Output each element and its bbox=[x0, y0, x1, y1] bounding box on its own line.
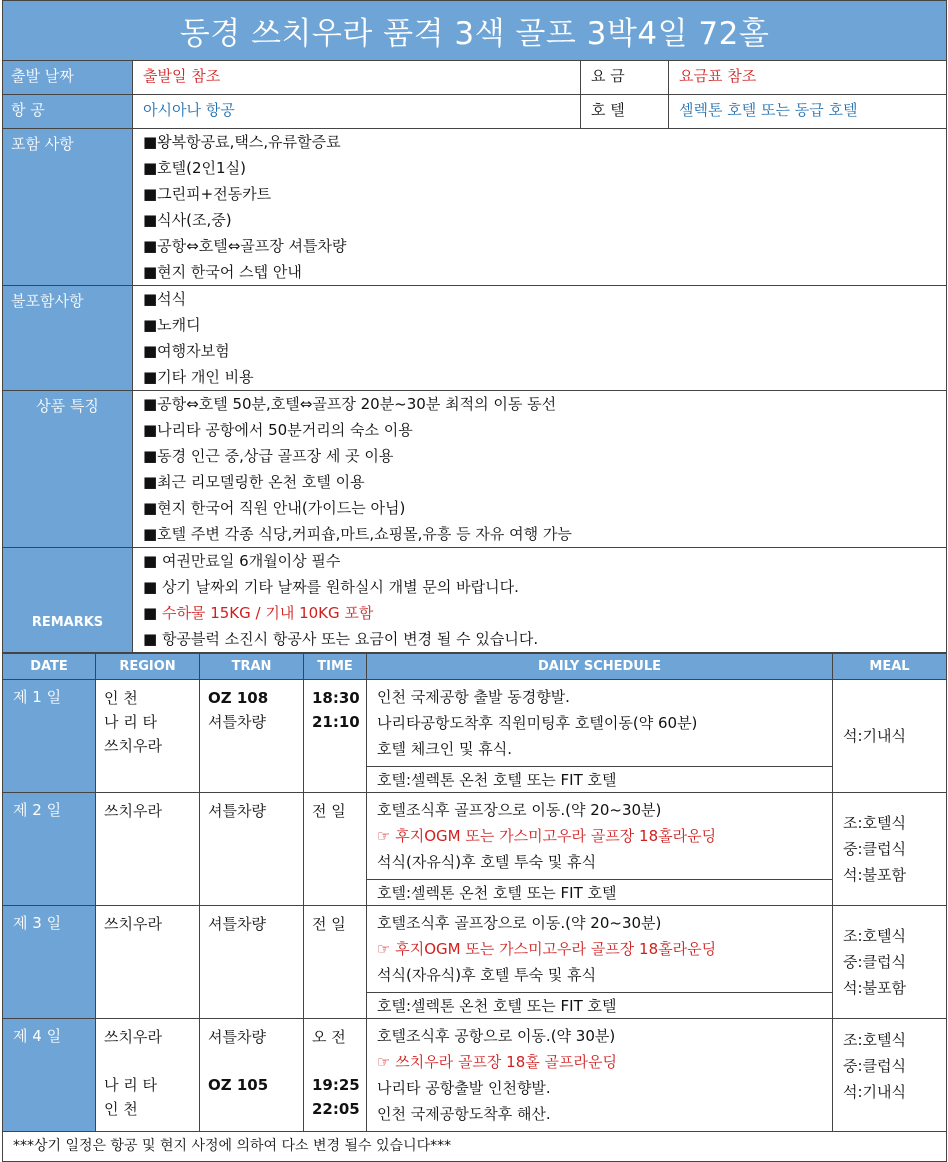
tran-cell bbox=[200, 680, 304, 793]
list-item: ■ 여권만료일 6개월이상 필수 bbox=[143, 552, 341, 570]
schedule-line: 인천 국제공항 출발 동경향발. bbox=[377, 688, 570, 706]
meal-line: 석:기내식 bbox=[843, 727, 907, 745]
schedule-line: 석식(자유식)후 호텔 투숙 및 휴식 bbox=[377, 853, 597, 871]
region-line: 쓰치우라 bbox=[104, 737, 162, 755]
schedule-cell bbox=[367, 680, 833, 793]
header-daily-schedule: DAILY SCHEDULE bbox=[367, 654, 833, 680]
list-item: ■그린피+전동카트 bbox=[143, 185, 272, 203]
tran-cell bbox=[200, 906, 304, 1019]
header-region: REGION bbox=[96, 654, 200, 680]
footer-note: ***상기 일정은 항공 및 현지 사정에 의하여 다소 변경 될수 있습니다*** bbox=[3, 1132, 947, 1162]
list-item: ■최근 리모델링한 온천 호텔 이용 bbox=[143, 473, 365, 491]
meal-line: 조:호텔식 bbox=[843, 1031, 907, 1049]
hotel-label: 호 텔 bbox=[581, 95, 669, 129]
meal-line: 중:클럽식 bbox=[843, 840, 907, 858]
schedule-line: 나리타 공항출발 인천향발. bbox=[377, 1079, 551, 1097]
tran-cell bbox=[200, 793, 304, 906]
transport-line: 셔틀차량 bbox=[208, 1028, 266, 1046]
schedule-header bbox=[3, 654, 947, 680]
list-item: ■나리타 공항에서 50분거리의 숙소 이용 bbox=[143, 421, 413, 439]
list-item: ■공항⇔호텔 50분,호텔⇔골프장 20분~30분 최적의 이동 동선 bbox=[143, 395, 557, 413]
page-title: 동경 쓰치우라 품격 3색 골프 3박4일 72홀 bbox=[3, 1, 947, 61]
included-label: 포함 사항 bbox=[3, 129, 133, 286]
departure-value: 출발일 참조 bbox=[133, 61, 581, 95]
list-item: ■동경 인근 중,상급 골프장 세 곳 이용 bbox=[143, 447, 394, 465]
list-item: ■석식 bbox=[143, 290, 187, 308]
region-cell bbox=[96, 793, 200, 906]
hotel-line: 호텔:셀렉톤 온천 호텔 또는 FIT 호텔 bbox=[367, 992, 832, 1018]
region-line: 나 리 타 bbox=[104, 1076, 158, 1094]
meal-line: 중:클럽식 bbox=[843, 953, 907, 971]
baggage-note: 수하물 15KG / 기내 10KG 포함 bbox=[161, 604, 374, 622]
table-row bbox=[3, 680, 947, 793]
region-line: 쓰치우라 bbox=[104, 802, 162, 820]
golf-round-line: ☞ 후지OGM 또는 가스미고우라 골프장 18홀라운딩 bbox=[377, 940, 717, 958]
table-row bbox=[3, 1019, 947, 1132]
transport-line: 셔틀차량 bbox=[208, 802, 266, 820]
remark-bullet: ■ bbox=[143, 604, 162, 622]
list-item: ■노캐디 bbox=[143, 316, 201, 334]
included-list bbox=[133, 129, 947, 286]
price-label: 요 금 bbox=[581, 61, 669, 95]
region-cell bbox=[96, 680, 200, 793]
list-item: ■호텔 주변 각종 식당,커피숍,마트,쇼핑몰,유흥 등 자유 여행 가능 bbox=[143, 525, 572, 543]
time-line: 18:30 bbox=[312, 689, 360, 707]
time-line: 전 일 bbox=[312, 802, 346, 820]
list-item: ■현지 한국어 스텝 안내 bbox=[143, 263, 302, 281]
list-item: ■ 항공블럭 소진시 항공사 또는 요금이 변경 될 수 있습니다. bbox=[143, 630, 539, 648]
day-label: 제 1 일 bbox=[3, 680, 96, 793]
meal-cell bbox=[833, 793, 947, 906]
region-cell bbox=[96, 906, 200, 1019]
hotel-value: 셀렉톤 호텔 또는 동급 호텔 bbox=[669, 95, 947, 129]
time-line: 오 전 bbox=[312, 1028, 346, 1046]
time-cell bbox=[304, 1019, 367, 1132]
schedule-line: 호텔 체크인 및 휴식. bbox=[377, 740, 512, 758]
remarks-list bbox=[133, 548, 947, 653]
meal-cell bbox=[833, 1019, 947, 1132]
list-item: ■왕복항공료,택스,유류할증료 bbox=[143, 133, 341, 151]
transport-line: 셔틀차량 bbox=[208, 713, 266, 731]
meal-cell bbox=[833, 680, 947, 793]
transport-line: 셔틀차량 bbox=[208, 915, 266, 933]
list-item: ■현지 한국어 직원 안내(가이드는 아님) bbox=[143, 499, 406, 517]
schedule-line: 나리타공항도착후 직원미팅후 호텔이동(약 60분) bbox=[377, 714, 698, 732]
schedule-line: 인천 국제공항도착후 해산. bbox=[377, 1105, 551, 1123]
day-label: 제 4 일 bbox=[3, 1019, 96, 1132]
region-line: 쓰치우라 bbox=[104, 1028, 162, 1046]
time-line: 19:25 bbox=[312, 1076, 360, 1094]
hotel-line: 호텔:셀렉톤 온천 호텔 또는 FIT 호텔 bbox=[367, 879, 832, 905]
list-item: ■기타 개인 비용 bbox=[143, 368, 254, 386]
meal-line: 석:불포함 bbox=[843, 979, 907, 997]
meal-line: 조:호텔식 bbox=[843, 927, 907, 945]
schedule-line: 호텔조식후 공항으로 이동.(약 30분) bbox=[377, 1027, 616, 1045]
table-row bbox=[3, 793, 947, 906]
schedule-table bbox=[2, 653, 947, 1162]
time-cell bbox=[304, 906, 367, 1019]
meal-line: 석:기내식 bbox=[843, 1083, 907, 1101]
airline-value: 아시아나 항공 bbox=[133, 95, 581, 129]
schedule-line: 호텔조식후 골프장으로 이동.(약 20~30분) bbox=[377, 801, 662, 819]
schedule-cell bbox=[367, 793, 833, 906]
flight-number: OZ 108 bbox=[208, 689, 269, 707]
schedule-cell bbox=[367, 1019, 833, 1132]
list-item bbox=[143, 600, 936, 626]
golf-round-line: ☞ 후지OGM 또는 가스미고우라 골프장 18홀라운딩 bbox=[377, 827, 717, 845]
list-item: ■공항⇔호텔⇔골프장 셔틀차량 bbox=[143, 237, 347, 255]
day-label: 제 3 일 bbox=[3, 906, 96, 1019]
schedule-line: 호텔조식후 골프장으로 이동.(약 20~30분) bbox=[377, 914, 662, 932]
hotel-line: 호텔:셀렉톤 온천 호텔 또는 FIT 호텔 bbox=[367, 766, 832, 792]
region-line: 인 천 bbox=[104, 689, 138, 707]
features-list bbox=[133, 391, 947, 548]
header-tran: TRAN bbox=[200, 654, 304, 680]
schedule-line: 석식(자유식)후 호텔 투숙 및 휴식 bbox=[377, 966, 597, 984]
region-line: 쓰치우라 bbox=[104, 915, 162, 933]
flight-number: OZ 105 bbox=[208, 1076, 269, 1094]
table-row bbox=[3, 906, 947, 1019]
departure-label: 출발 날짜 bbox=[3, 61, 133, 95]
header-date: DATE bbox=[3, 654, 96, 680]
schedule-cell bbox=[367, 906, 833, 1019]
day-label: 제 2 일 bbox=[3, 793, 96, 906]
time-line: 21:10 bbox=[312, 713, 360, 731]
list-item: ■ 상기 날짜외 기타 날짜를 원하실시 개별 문의 바랍니다. bbox=[143, 578, 519, 596]
tran-cell bbox=[200, 1019, 304, 1132]
remarks-label: REMARKS bbox=[3, 548, 133, 653]
meal-line: 조:호텔식 bbox=[843, 814, 907, 832]
features-label: 상품 특징 bbox=[3, 391, 133, 548]
region-line: 인 천 bbox=[104, 1100, 138, 1118]
time-line: 전 일 bbox=[312, 915, 346, 933]
time-cell bbox=[304, 680, 367, 793]
region-cell bbox=[96, 1019, 200, 1132]
meal-line: 중:클럽식 bbox=[843, 1057, 907, 1075]
region-line: 나 리 타 bbox=[104, 713, 158, 731]
price-value: 요금표 참조 bbox=[669, 61, 947, 95]
airline-label: 항 공 bbox=[3, 95, 133, 129]
list-item: ■여행자보험 bbox=[143, 342, 230, 360]
header-time: TIME bbox=[304, 654, 367, 680]
golf-round-line: ☞ 쓰치우라 골프장 18홀 골프라운딩 bbox=[377, 1053, 617, 1071]
excluded-list bbox=[133, 286, 947, 391]
excluded-label: 불포함사항 bbox=[3, 286, 133, 391]
time-line: 22:05 bbox=[312, 1100, 360, 1118]
info-table bbox=[2, 0, 947, 653]
list-item: ■호텔(2인1실) bbox=[143, 159, 246, 177]
list-item: ■식사(조,중) bbox=[143, 211, 232, 229]
meal-cell bbox=[833, 906, 947, 1019]
header-meal: MEAL bbox=[833, 654, 947, 680]
meal-line: 석:불포함 bbox=[843, 866, 907, 884]
time-cell bbox=[304, 793, 367, 906]
